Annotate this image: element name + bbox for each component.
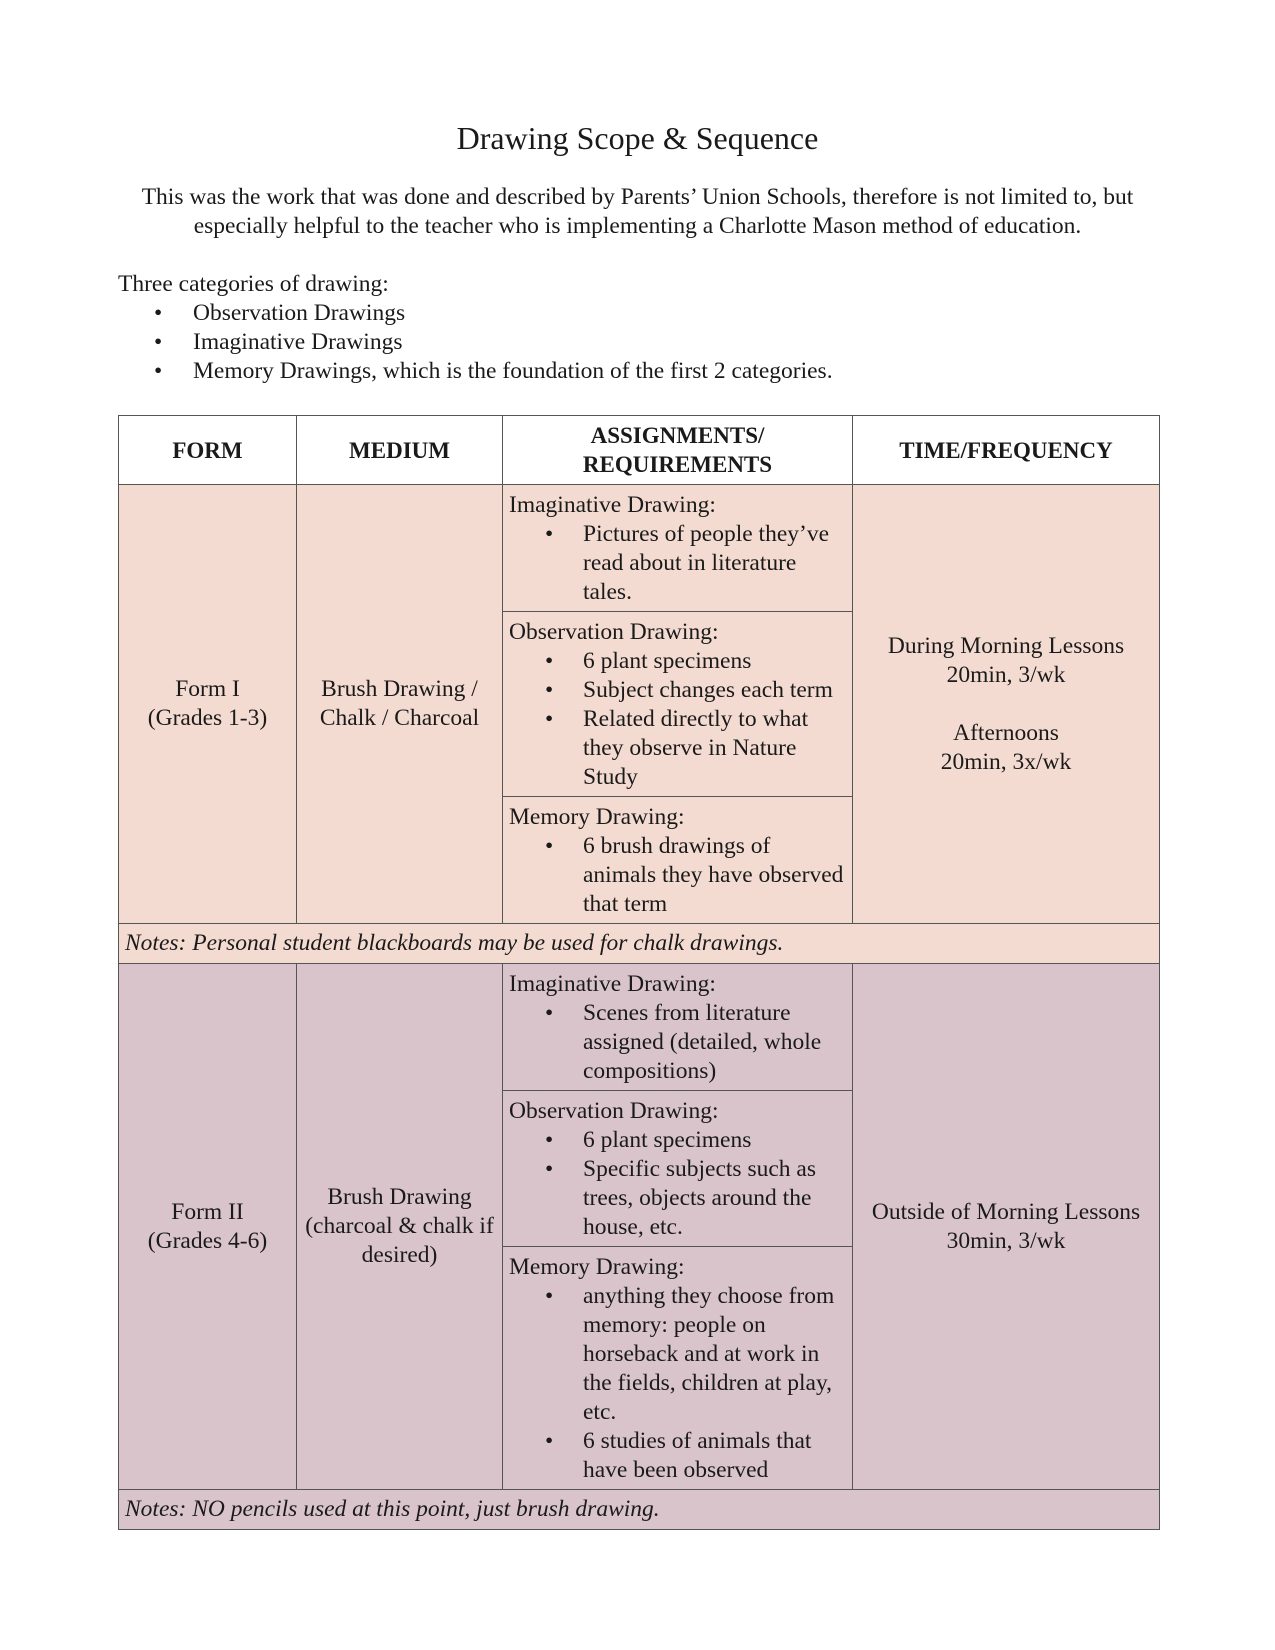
form1-observation-heading: Observation Drawing: [509,619,719,645]
list-item: • 6 brush drawings of animals they have observed that term [509,832,846,919]
list-item: • Specific subjects such as trees, objects around the house, etc. [509,1155,846,1242]
categories-list [118,299,1118,386]
form1-time-line1: During Morning Lessons [887,632,1125,659]
form1-memory-cell [503,797,853,924]
header-row [119,416,1160,485]
header-time: TIME/FREQUENCY [853,416,1160,485]
form2-medium-line1: Brush Drawing [327,1184,472,1210]
intro-paragraph: This was the work that was done and described by Parents’ Union Schools, therefore is not limited to, but especially helpful to the teacher who is implementing a Charlotte Mason method of education. [141,184,1134,239]
list-item: • 6 plant specimens [509,1126,846,1155]
form1-medium-line2: Chalk / Charcoal [319,705,480,731]
form2-medium-cell [297,964,503,1490]
form1-notes-row [119,924,1160,964]
header-assignments-line1: ASSIGNMENTS/ [590,423,765,448]
list-item: • Pictures of people they’ve read about in literature tales. [509,520,846,607]
form2-memory-heading: Memory Drawing: [509,1254,685,1280]
form1-memory-heading: Memory Drawing: [509,804,685,830]
form2-notes: Notes: NO pencils used at this point, just brush drawing. [119,1490,1160,1530]
form2-cell [119,964,297,1490]
form2-memory-cell [503,1247,853,1490]
form2-time-cell [853,964,1160,1490]
header-form: FORM [119,416,297,485]
form2-grades: (Grades 4-6) [147,1227,268,1254]
list-item: • Subject changes each term [509,676,846,705]
form1-time-line2: 20min, 3/wk [946,661,1066,688]
list-item: • Imaginative Drawings [118,328,1118,357]
form1-time-cell [853,485,1160,924]
table-row [119,964,1160,1091]
scope-table [118,415,1160,1530]
form1-grades: (Grades 1-3) [147,705,268,731]
form2-medium-line2: (charcoal & chalk if desired) [305,1213,494,1268]
list-item: • Observation Drawings [118,299,1118,328]
form1-time-line3: Afternoons [953,719,1059,746]
form2-time-line1: Outside of Morning Lessons 30min, 3/wk [871,1198,1141,1254]
form2-observation-cell [503,1091,853,1247]
form1-observation-cell [503,612,853,797]
form1-imaginative-cell [503,485,853,612]
form2-imaginative-heading: Imaginative Drawing: [509,971,716,997]
form2-notes-row [119,1490,1160,1530]
form2-imaginative-cell [503,964,853,1091]
form1-medium-cell [297,485,503,924]
list-item: • Memory Drawings, which is the foundation of the first 2 categories. [118,357,1118,386]
list-item: • anything they choose from memory: people on horseback and at work in the fields, children at play, etc. [509,1282,846,1427]
header-medium: MEDIUM [297,416,503,485]
list-item: • 6 plant specimens [509,647,846,676]
list-item: • Related directly to what they observe in Nature Study [509,705,846,792]
form1-name: Form I [175,676,240,702]
form2-name: Form II [171,1198,244,1225]
form1-cell [119,485,297,924]
list-item: • Scenes from literature assigned (detailed, whole compositions) [509,999,846,1086]
form1-notes: Notes: Personal student blackboards may be used for chalk drawings. [119,924,1160,964]
categories-section [118,270,1118,386]
form1-imaginative-heading: Imaginative Drawing: [509,492,716,518]
categories-heading: Three categories of drawing: [118,271,389,297]
form2-observation-heading: Observation Drawing: [509,1098,719,1124]
header-assignments [503,416,853,485]
form1-time-line4: 20min, 3x/wk [940,748,1072,775]
table-row [119,485,1160,612]
form1-medium-line1: Brush Drawing / [321,676,478,702]
header-assignments-line2: REQUIREMENTS [582,452,773,477]
list-item: • 6 studies of animals that have been observed [509,1427,846,1485]
page-title: Drawing Scope & Sequence [456,120,819,156]
